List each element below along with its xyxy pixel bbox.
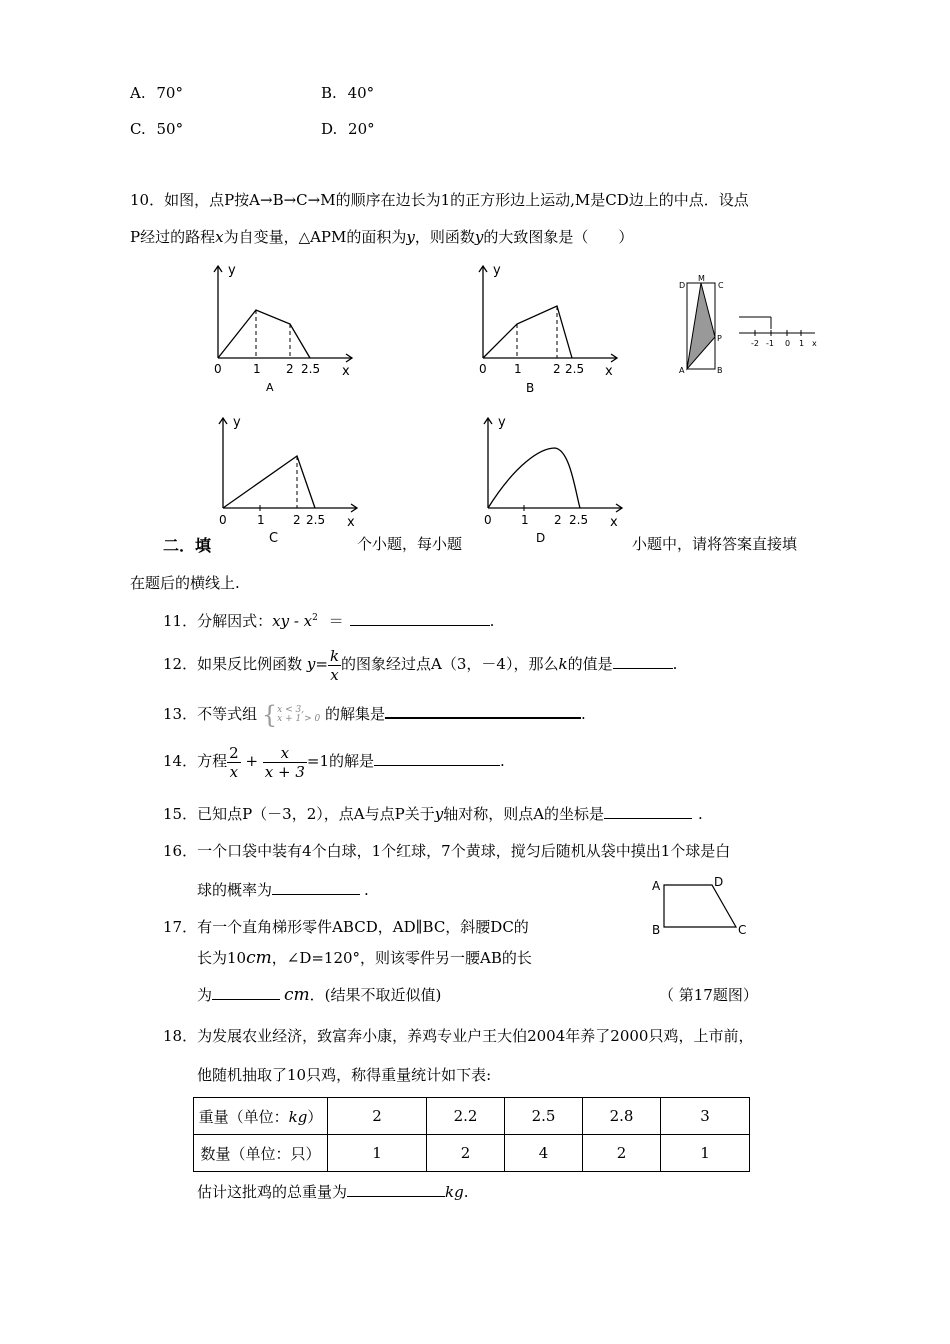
question-number: 11．: [163, 612, 198, 630]
q17-line3: [197, 984, 441, 1005]
answer-blank[interactable]: [350, 611, 490, 626]
question-number: 14．: [163, 752, 198, 770]
axis-y-label: y: [233, 415, 241, 430]
var-k: k: [558, 655, 568, 673]
period: .: [364, 881, 369, 899]
table-header-cell: [194, 1098, 328, 1135]
figure-caption: （ 第17题图）: [659, 986, 758, 1004]
axis-y-label: y: [498, 415, 506, 430]
option-value: 20°: [348, 120, 375, 138]
answer-blank[interactable]: [212, 985, 280, 1000]
q17-line1: [163, 916, 529, 937]
answer-blank[interactable]: [604, 804, 692, 819]
tick-label: 2: [286, 362, 294, 376]
q11: [163, 610, 494, 631]
denominator: x: [330, 665, 339, 684]
graph-label: B: [526, 381, 535, 395]
q13-text: 不等式组: [197, 705, 258, 723]
q17-text: 为: [197, 986, 213, 1004]
q18-text: 为发展农业经济，致富奔小康，养鸡专业户王大伯2004年养了2000只鸡，上市前，: [197, 1027, 754, 1045]
q10-text: 为自变量，△APM的面积为: [223, 228, 407, 246]
vertex-label: C: [738, 923, 747, 937]
numline-label: -1: [766, 339, 774, 348]
axis-x-label: x: [605, 364, 613, 379]
graph-d: [470, 410, 640, 552]
vertex-label: M: [698, 275, 705, 283]
answer-blank[interactable]: [272, 880, 360, 895]
q17-line2: [197, 947, 532, 968]
vertex-label: B: [652, 923, 661, 937]
table-cell: 2.2: [427, 1098, 505, 1135]
q16-line2: [197, 879, 369, 900]
q17-text: 有一个直角梯形零件ABCD，AD∥BC，斜腰DC的: [197, 918, 529, 936]
unit: cm: [246, 948, 272, 968]
tick-label: 1: [253, 362, 261, 376]
equals: =: [315, 655, 328, 673]
q18-line1: [163, 1025, 753, 1046]
q14-text: 方程: [197, 752, 228, 770]
graph-label: A: [266, 381, 274, 394]
vertex-label: D: [714, 875, 724, 889]
answer-blank[interactable]: [613, 654, 673, 669]
answer-blank[interactable]: [347, 1182, 445, 1197]
tick-label: 2: [554, 513, 562, 527]
question-number: 10．: [130, 191, 165, 209]
q17-text: ，∠D=120°，则该零件另一腰AB的长: [271, 949, 532, 967]
option-letter: A.: [130, 84, 146, 102]
tick-label: 2.5: [565, 362, 585, 376]
question-number: 15．: [163, 805, 198, 823]
q10-text: 如图，点P按A→B→C→M的顺序在边长为1的正方形边上运动,M是CD边上的中点．设点: [164, 191, 749, 209]
var-y: y: [434, 805, 444, 823]
table-header-cell: 数量（单位：只）: [194, 1135, 328, 1172]
tick-label: 0: [484, 513, 492, 527]
answer-blank[interactable]: [374, 751, 500, 766]
q9-option-d: [321, 120, 375, 138]
q10-line2: [130, 226, 633, 247]
option-letter: D.: [321, 120, 338, 138]
q18-text: 估计这批鸡的总重量为: [197, 1183, 348, 1201]
q18-estimate: [197, 1181, 469, 1202]
question-number: 17．: [163, 918, 198, 936]
q12-text: 如果反比例函数: [197, 655, 303, 673]
answer-blank[interactable]: [385, 703, 581, 719]
header-text: ）: [307, 1107, 323, 1126]
q13-text: 的解集是: [325, 705, 386, 723]
plus-sign: +: [245, 752, 259, 770]
q17-text: 长为10: [197, 949, 247, 967]
numline-label: x: [812, 339, 817, 348]
period: .: [463, 1183, 469, 1201]
numline-label: 1: [799, 339, 805, 348]
weight-table: [193, 1097, 750, 1172]
fraction: [328, 647, 341, 684]
option-letter: C.: [130, 120, 146, 138]
q15-text: 已知点P（－3，2），点A与点P关于: [197, 805, 435, 823]
graph-c: [205, 410, 375, 552]
fraction: [227, 744, 241, 781]
q10-text: ，则函数: [414, 228, 475, 246]
period: .: [581, 705, 586, 723]
tick-label: 2.5: [306, 513, 326, 527]
graph-a: [200, 258, 370, 398]
section-fragment: 个小题，每小题: [357, 535, 463, 553]
table-cell: 2: [328, 1098, 427, 1135]
q16-text: 球的概率为: [197, 881, 273, 899]
table-cell: 1: [328, 1135, 427, 1172]
option-value: 50°: [156, 120, 184, 138]
tick-label: 2: [293, 513, 301, 527]
equals: =1: [306, 752, 330, 770]
question-number: 12．: [163, 655, 198, 673]
table-cell: 1: [661, 1135, 750, 1172]
table-row: [194, 1135, 750, 1172]
numerator: 2: [229, 743, 239, 762]
option-letter: B.: [321, 84, 337, 102]
table-cell: 3: [661, 1098, 750, 1135]
question-number: 18．: [163, 1027, 198, 1045]
axis-y-label: y: [228, 263, 236, 278]
graph-label: D: [536, 531, 546, 545]
axis-x-label: x: [347, 515, 355, 530]
option-value: 40°: [347, 84, 375, 102]
unit: kg: [288, 1107, 308, 1126]
q15-text: 轴对称，则点A的坐标是: [443, 805, 605, 823]
tick-label: 0: [214, 362, 222, 376]
q14: [163, 741, 505, 781]
q10-text: 的大致图象是（ ）: [483, 228, 634, 246]
axis-x-label: x: [342, 364, 350, 379]
q12: [163, 644, 677, 684]
q18-line2: 他随机抽取了10只鸡，称得重量统计如下表:: [197, 1066, 492, 1084]
denominator: x: [229, 762, 239, 781]
inequality: x + 1 > 0: [277, 714, 321, 724]
vertex-label: B: [717, 366, 723, 375]
q15: [163, 803, 703, 824]
tick-label: 2: [553, 362, 561, 376]
var-y: y: [474, 228, 484, 246]
numline-label: 0: [785, 339, 791, 348]
period: .: [698, 805, 703, 823]
brace-icon: {: [261, 701, 278, 729]
equals: ＝: [328, 612, 344, 630]
tick-label: 1: [257, 513, 265, 527]
question-number: 16．: [163, 842, 198, 860]
q12-text: 的值是: [567, 655, 613, 673]
tick-label: 2.5: [301, 362, 321, 376]
graph-label: C: [269, 531, 279, 546]
q11-text: 分解因式：: [197, 612, 273, 630]
unit: cm: [284, 985, 310, 1005]
tick-label: 1: [521, 513, 529, 527]
unit: kg: [445, 1183, 464, 1201]
trapezoid-figure: [650, 872, 760, 942]
table-cell: 2.8: [583, 1098, 661, 1135]
table-cell: 4: [505, 1135, 583, 1172]
q16-text: 一个口袋中装有4个白球，1个红球，7个黄球，搅匀后随机从袋中摸出1个球是白: [197, 842, 731, 860]
q9-option-a: [130, 84, 183, 102]
table-cell: 2.5: [505, 1098, 583, 1135]
q17-text: ．(结果不取近似值): [309, 986, 442, 1004]
inequality-system: [277, 706, 320, 724]
var-x: x: [215, 228, 224, 246]
period: .: [500, 752, 505, 770]
q16-line1: [163, 840, 730, 861]
numerator: k: [329, 646, 340, 665]
period: .: [672, 655, 678, 673]
numline-label: -2: [751, 339, 759, 348]
q10-line1: [130, 189, 749, 210]
graph-b: [465, 258, 635, 398]
square-figure: [675, 275, 825, 385]
table-cell: 2: [427, 1135, 505, 1172]
q10-text: P经过的路程: [130, 228, 216, 246]
denominator: x + 3: [264, 762, 305, 781]
axis-y-label: y: [493, 263, 501, 278]
q12-text: 的图象经过点A（3，－4），那么: [341, 655, 559, 673]
question-number: 13．: [163, 705, 198, 723]
var-y: y: [406, 228, 415, 246]
option-value: 70°: [156, 84, 183, 102]
period: .: [489, 612, 495, 630]
table-cell: 2: [583, 1135, 661, 1172]
tick-label: 1: [514, 362, 522, 376]
header-text: 重量（单位：: [198, 1107, 289, 1126]
q13: [163, 700, 586, 729]
tick-label: 0: [219, 513, 227, 527]
tick-label: 2.5: [569, 513, 589, 527]
numerator: x: [263, 744, 307, 763]
q14-text: 的解是: [329, 752, 375, 770]
vertex-label: A: [652, 879, 661, 893]
q9-option-b: [321, 84, 374, 102]
tick-label: 0: [479, 362, 487, 376]
vertex-label: D: [679, 281, 686, 290]
math-expr: xy: [272, 612, 290, 630]
vertex-label: P: [717, 334, 722, 343]
fraction: [263, 744, 307, 781]
math-expr: - x: [289, 612, 313, 630]
var-y: y: [306, 655, 316, 673]
section-fragment: 小题中，请将答案直接填: [632, 535, 798, 553]
axis-x-label: x: [610, 515, 618, 530]
vertex-label: A: [679, 366, 685, 375]
section-line2: 在题后的横线上.: [130, 574, 240, 592]
inequality: x < 3,: [277, 705, 305, 715]
table-row: [194, 1098, 750, 1135]
section-heading: 二．填: [163, 536, 212, 555]
exponent: 2: [312, 613, 318, 623]
q9-option-c: [130, 120, 183, 138]
vertex-label: C: [718, 281, 724, 290]
